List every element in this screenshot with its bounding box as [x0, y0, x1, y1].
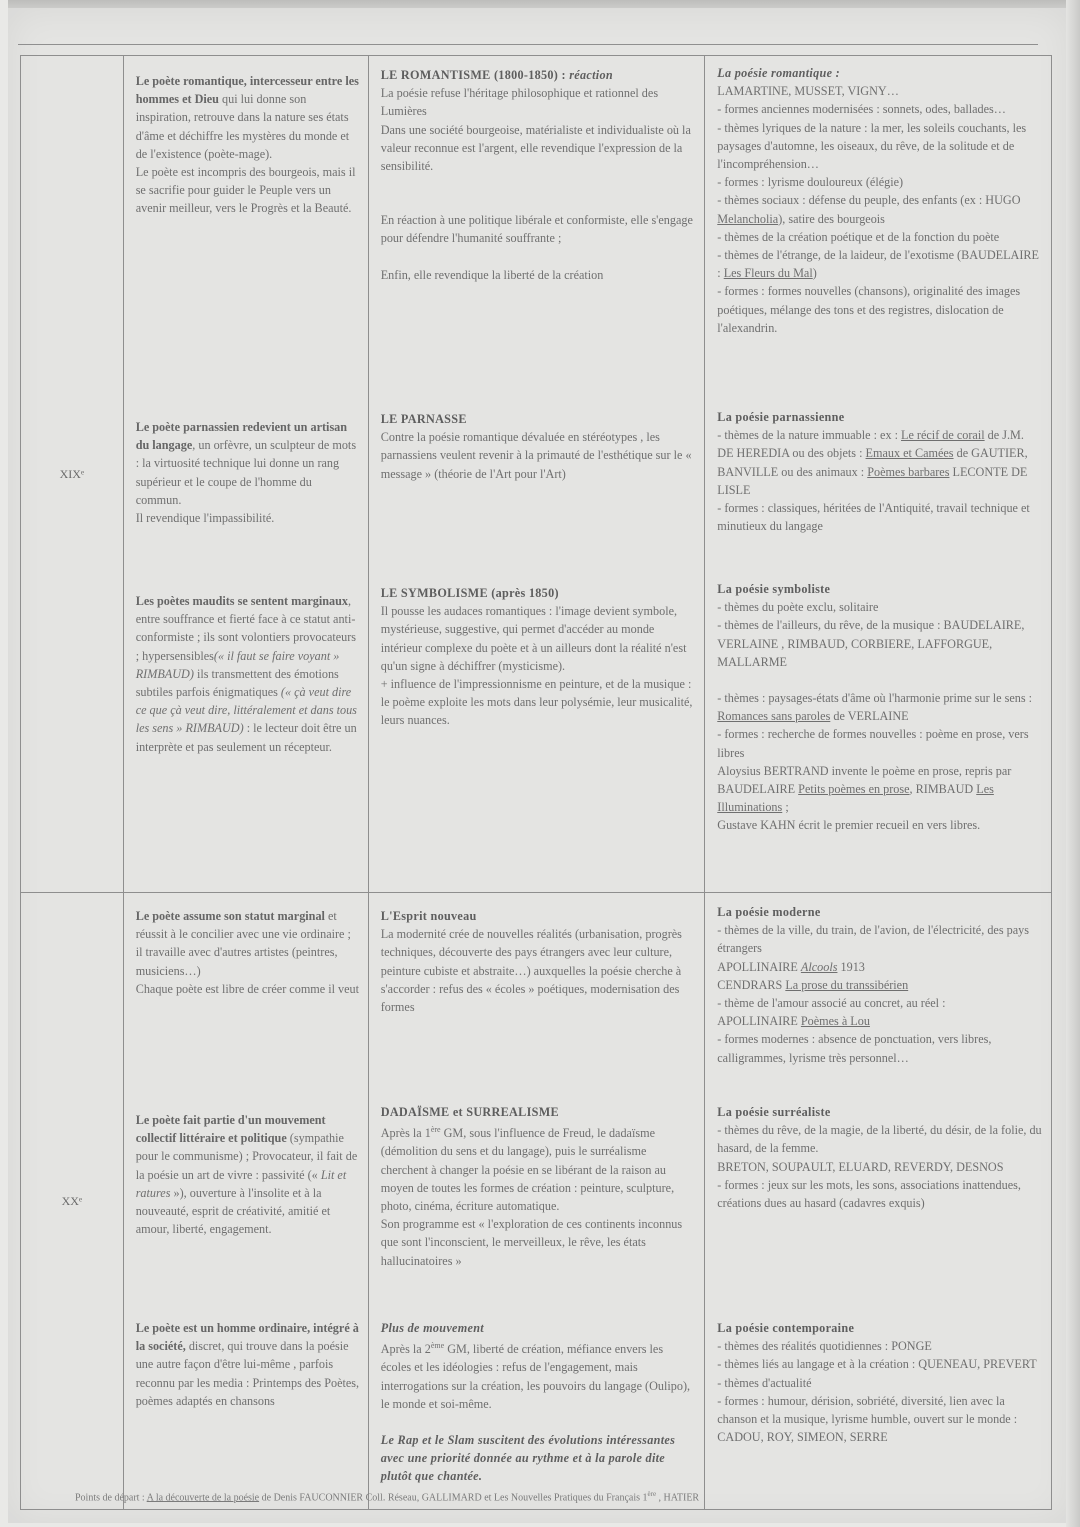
- poetry-block-contemporaine: La poésie contemporaine - thèmes des réalités quotidiennes : PONGE - thèmes liés au langage et à la création : QUENEAU, PREVERT - thèmes d'actualité - formes : humour, dérision, sobriété, diversité, lien avec la chanson et la musique, lyrisme humble, ouvert sur le monde : CADOU, ROY, SIMEON, SERRE: [717, 1321, 1037, 1445]
- movement-block-esprit-nouveau: L'Esprit nouveau La modernité crée de nouvelles réalités (urbanisation, progrès techniques, découverte des pays étrangers avec leur culture, peinture cubiste et abstraite…) auxquelles la poésie cherche à s'accorder : refus des « écoles » poétiques, modernisation des formes: [380, 909, 682, 1015]
- movement-column: [368, 893, 705, 1510]
- scan-shadow: [1066, 0, 1080, 1527]
- poet-block-ordinaire: Le poète est un homme ordinaire, intégré à la société, discret, qui trouve dans la poésie une autre façon d'être lui-même , parfois reconnu par les media : Printemps des Poètes, poèmes adaptés en chansons: [135, 1321, 360, 1408]
- movement-block-symbolisme: LE SYMBOLISME (après 1850) Il pousse les audaces romantiques : l'image devient symbole, mystérieuse, suggestive, qui permet d'accéder au monde intérieur complexe du poète et à un ailleurs dont la réalité n'est qu'un signe à déchiffrer (mysticisme). + influence de l'impressionnisme en peinture, et de la musique : le poème exploite les mots dans leur polysémie, leur musicalité, leurs nuances.: [380, 586, 693, 728]
- century-cell: [21, 893, 124, 1510]
- movement-block-romantisme: LE ROMANTISME (1800-1850) : réaction La poésie refuse l'héritage philosophique et rationnel des Lumières Dans une société bourgeoise, matérialiste et individualiste où la valeur reconnue est l'argent, elle revendique l'expression de la sensibilité. En réaction à une politique libérale et conformiste, elle s'engage pour défendre l'humanité souffrante ; Enfin, elle revendique la liberté de la création: [380, 68, 693, 282]
- poetry-column: [705, 893, 1052, 1510]
- poetry-history-table: [20, 55, 1052, 1510]
- poet-block-marginal: Le poète assume son statut marginal et réussit à le concilier avec une vie ordinaire ; il travaille avec d'autres artistes (peintres, musiciens…) Chaque poète est libre de créer comme il veut: [135, 909, 360, 996]
- poet-block-collectif: Le poète fait partie d'un mouvement collectif littéraire et politique (sympathie pour le communisme) ; Provocateur, il fait de la poésie un art de vivre : passivité (« Lit et ratures »), ouverture à l'insolite et à la nouveauté, esprit de créativité, amitié et amour, liberté, engagement.: [135, 1113, 358, 1237]
- century-cell: [21, 56, 124, 893]
- movement-column: [368, 56, 705, 893]
- poetry-block-romantique: La poésie romantique : LAMARTINE, MUSSET, VIGNY… - formes anciennes modernisées : sonnets, odes, ballades… - thèmes lyriques de la nature : la mer, les soleils couchants, les paysages d'automne, les oiseaux, du rêve, de la solitude et de l'incompréhension… - formes : lyrisme douloureux (élégie) - thèmes sociaux : défense du peuple, des enfants (ex : HUGO Melancholia), satire des bourgeois - thèmes de la création poétique et de la fonction du poète - thèmes de l'étrange, de la laideur, de l'exotisme (BAUDELAIRE : Les Fleurs du Mal) - formes : formes nouvelles (chansons), originalité des images poétiques, mélange des tons et des registres, dislocation de l'alexandrin.: [717, 66, 1039, 335]
- movement-block-parnasse: LE PARNASSE Contre la poésie romantique dévaluée en stéréotypes , les parnassiens veulent revenir à la primauté de l'esthétique sur le « message » (théorie de l'Art pour l'Art): [380, 412, 692, 481]
- poet-status-column: [123, 893, 368, 1510]
- movement-block-surrealisme: DADAÏSME et SURREALISME Après la 1ère GM, sous l'influence de Freud, le dadaïsme (démolition du sens et du langage), puis le surréalisme cherchent à changer la poésie en se libérant de la raison au moyen de toutes les formes de création : peinture, sculpture, photo, cinéma, écriture automatique. Son programme est « l'exploration de ces continents inconnus que sont l'inconscient, le merveilleux, le rêve, les états hallucinatoires »: [380, 1105, 683, 1268]
- row-xx: [21, 893, 1052, 1510]
- century-label: XXᵉ: [61, 1193, 83, 1208]
- poetry-block-surrealiste: La poésie surréaliste - thèmes du rêve, de la magie, de la liberté, du désir, de la folie, du hasard, de la femme. BRETON, SOUPAULT, ELUARD, REVERDY, DESNOS - formes : jeux sur les mots, les sons, associations inattendues, créations dues au hasard (cadavres exquis): [717, 1105, 1042, 1211]
- century-label: XIXᵉ: [59, 466, 85, 481]
- source-book-title: A la découverte de la poésie: [146, 1492, 260, 1504]
- poet-block-maudits: Les poètes maudits se sentent marginaux, entre souffrance et fierté face à ce statut anti-conformiste ; ils sont volontiers provocateurs ; hypersensibles(« il faut se faire voyant » RIMBAUD) ils transmettent des émotions subtiles parfois énigmatiques (« çà veut dire ce que çà veut dire, littéralement et dans tous les sens » RIMBAUD) : le lecteur doit être un interprète et pas seulement un récepteur.: [135, 594, 357, 754]
- scanned-page: [8, 8, 1070, 1523]
- poetry-block-parnassienne: La poésie parnassienne - thèmes de la nature immuable : ex : Le récif de corail de J.M. DE HEREDIA ou des objets : Emaux et Camées de GAUTIER, BANVILLE ou des animaux : Poèmes barbares LECONTE DE LISLE - formes : classiques, héritées de l'Antiquité, travail technique et minutieux du langage: [717, 410, 1030, 534]
- top-rule: [18, 44, 1038, 45]
- poetry-block-symboliste: La poésie symboliste - thèmes du poète exclu, solitaire - thèmes de l'ailleurs, du rêve, de la musique : BAUDELAIRE, VERLAINE , RIMBAUD, CORBIERE, LAFFORGUE, MALLARME - thèmes : paysages-états d'âme où l'harmonie prime sur le sens : Romances sans paroles de VERLAINE - formes : recherche de formes nouvelles : poème en prose, vers libres Aloysius BERTRAND invente le poème en prose, repris par BAUDELAIRE Petits poèmes en prose, RIMBAUD Les Illuminations ; Gustave KAHN écrit le premier recueil en vers libres.: [717, 582, 1033, 833]
- movement-block-contemporain: Plus de mouvement Après la 2ème GM, liberté de création, méfiance envers les écoles et les idéologies : refus de l'engagement, mais interrogations sur la création, les pouvoirs du langage (Oulipo), le monde et soi-même. Le Rap et le Slam suscitent des évolutions intéressantes avec une priorité donnée au rythme et à la parole dite plutôt que chantée.: [380, 1321, 691, 1484]
- poetry-block-moderne: La poésie moderne - thèmes de la ville, du train, de l'avion, de l'électricité, des pays étrangers APOLLINAIRE Alcools 1913 CENDRARS La prose du transsibérien - thème de l'amour associé au concret, au réel : APOLLINAIRE Poèmes à Lou - formes modernes : absence de ponctuation, vers libres, calligrammes, lyrisme très personnel…: [717, 905, 1029, 1065]
- poet-block-parnassian: Le poète parnassien redevient un artisan du langage, un orfèvre, un sculpteur de mots : la virtuosité technique lui donne un rang supérieur et le coupe de l'homme du commun. Il revendique l'impassibilité.: [135, 420, 357, 526]
- poetry-column: [705, 56, 1052, 893]
- poet-status-column: [123, 56, 368, 893]
- poet-block-romantic: Le poète romantique, intercesseur entre les hommes et Dieu qui lui donne son inspiration, retrouve dans la nature ses états d'âme et déchiffre les mystères du monde et de l'existence (poète-mage). Le poète est incompris des bourgeois, mais il se sacrifie pour guider le Peuple vers un avenir meilleur, vers le Progrès et la Beauté.: [135, 74, 359, 216]
- row-xix: [21, 56, 1052, 893]
- sources-footer: Points de départ : A la découverte de la poésie de Denis FAUCONNIER Coll. Réseau, GALLIMARD et Les Nouvelles Pratiques du Français 1ère , HATIER: [75, 1490, 700, 1504]
